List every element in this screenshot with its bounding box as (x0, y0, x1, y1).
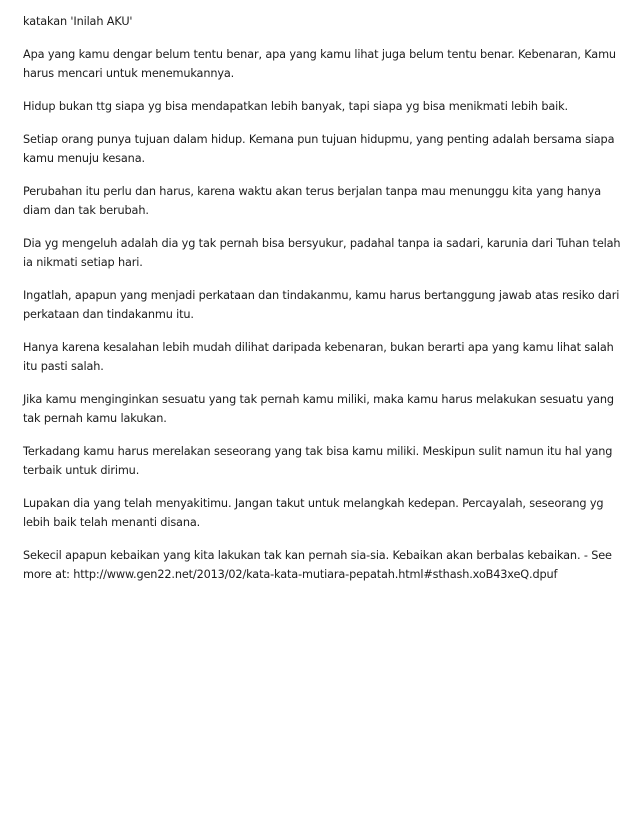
paragraph-6: Dia yg mengeluh adalah dia yg tak pernah bisa bersyukur, padahal tanpa ia sadari, karunia dari Tuhan telah ia nikmati setiap hari. (23, 237, 621, 269)
paragraph-3: Hidup bukan ttg siapa yg bisa mendapatkan lebih banyak, tapi siapa yg bisa menikmati lebih baik. (23, 100, 569, 113)
paragraph-8: Hanya karena kesalahan lebih mudah dilihat daripada kebenaran, bukan berarti apa yang kamu lihat salah itu pasti salah. (23, 341, 614, 373)
paragraph-7: Ingatlah, apapun yang menjadi perkataan dan tindakanmu, kamu harus bertanggung jawab atas resiko dari perkataan dan tindakanmu itu. (23, 289, 620, 321)
paragraph-11: Lupakan dia yang telah menyakitimu. Jangan takut untuk melangkah kedepan. Percayalah, seseorang yg lebih baik telah menanti disana. (23, 497, 604, 529)
paragraph-5: Perubahan itu perlu dan harus, karena waktu akan terus berjalan tanpa mau menunggu kita yang hanya diam dan tak berubah. (23, 185, 601, 217)
paragraph-4: Setiap orang punya tujuan dalam hidup. Kemana pun tujuan hidupmu, yang penting adalah bersama siapa kamu menuju kesana. (23, 133, 615, 165)
paragraph-2: Apa yang kamu dengar belum tentu benar, apa yang kamu lihat juga belum tentu benar. Kebenaran, Kamu harus mencari untuk menemukannya. (23, 48, 616, 80)
paragraph-1: katakan 'Inilah AKU' (23, 15, 133, 28)
paragraph-12: Sekecil apapun kebaikan yang kita lakukan tak kan pernah sia-sia. Kebaikan akan berbalas kebaikan. - See more at: http://www.gen22.net/2013/02/kata-kata-mutiara-pepatah.html#sthash.xoB43xeQ.dpuf (23, 549, 612, 581)
document-page (23, 12, 623, 598)
paragraph-9: Jika kamu menginginkan sesuatu yang tak pernah kamu miliki, maka kamu harus melakukan sesuatu yang tak pernah kamu lakukan. (23, 393, 614, 425)
paragraph-10: Terkadang kamu harus merelakan seseorang yang tak bisa kamu miliki. Meskipun sulit namun itu hal yang terbaik untuk dirimu. (23, 445, 613, 477)
